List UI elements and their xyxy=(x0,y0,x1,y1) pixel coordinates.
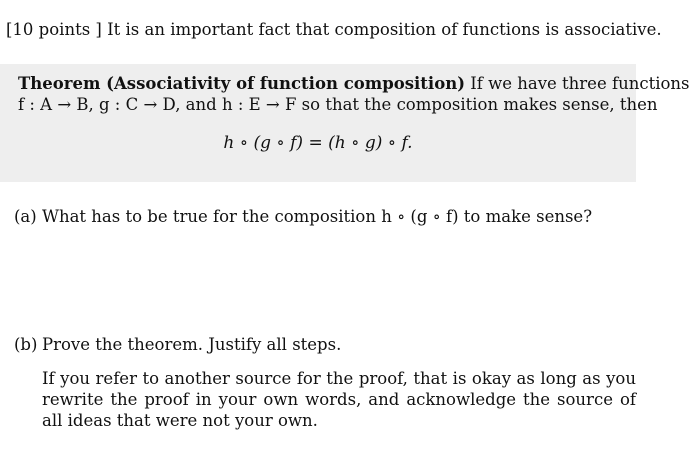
part-b-label: (b) xyxy=(14,335,38,354)
problem-header: [10 points ] It is an important fact that composition of functions is associative. xyxy=(6,20,662,39)
theorem-second-line: f : A → B, g : C → D, and h : E → F so that the composition makes sense, then xyxy=(18,95,658,114)
theorem-line1-rest: If we have three functions xyxy=(465,74,690,93)
theorem-box xyxy=(0,64,690,182)
part-a xyxy=(14,207,592,226)
part-b-note: If you refer to another source for the proof, that is okay as long as you rewrite the proof in your own words, and acknowledge the source of all ideas that were not your own. xyxy=(42,369,636,430)
theorem-equation: h ∘ (g ∘ f) = (h ∘ g) ∘ f. xyxy=(223,133,413,153)
theorem-title: Theorem (Associativity of function composition) xyxy=(18,74,465,93)
part-b-question: Prove the theorem. Justify all steps. xyxy=(42,335,342,354)
part-a-question: What has to be true for the composition h ∘ (g ∘ f) to make sense? xyxy=(42,207,593,226)
theorem-first-line xyxy=(18,74,690,93)
part-b xyxy=(14,335,341,354)
part-a-label: (a) xyxy=(14,207,37,226)
